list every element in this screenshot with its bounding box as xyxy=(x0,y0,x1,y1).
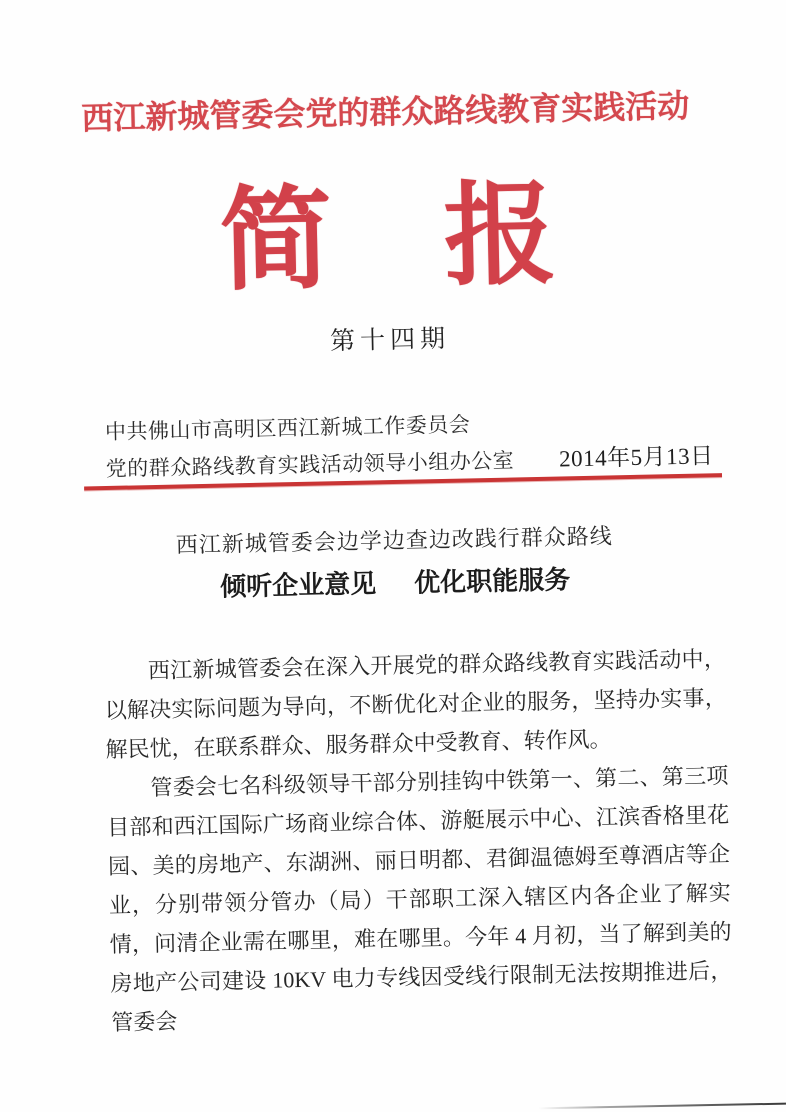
activity-masthead-title: 西江新城管委会党的群众路线教育实践活动 xyxy=(81,87,690,137)
publisher-block xyxy=(105,401,714,488)
article-kicker: 西江新城管委会边学边查边改践行群众路线 xyxy=(175,523,614,558)
article-headline xyxy=(2,558,786,610)
bulletin-title-char-1: 简 xyxy=(218,178,334,305)
bulletin-title-char-2: 报 xyxy=(442,173,558,300)
body-paragraph-2: 管委会七名科级领导干部分别挂钩中铁第一、第二、第三项目部和西江国际广场商业综合体、游艇展示中心、江滨香格里花园、美的房地产、东湖洲、丽日明都、君御温德姆至尊酒店等企业，分别带领分管办（局）干部职工深入辖区内各企业了解实情，问清企业需在哪里，难在哪里。今年 4 月初，当了解到美的房地产公司建设 10KV 电力专线因受线行限制无法按期推进后，管委会 xyxy=(106,763,733,1036)
body-paragraph-1: 西江新城管委会在深入开展党的群众路线教育实践活动中，以解决实际问题为导向，不断优化对企业的服务，坚持办实事，解民忧，在联系群众、服务群众中受教育、转作风。 xyxy=(104,646,727,763)
publish-date: 2014年5月13日 xyxy=(558,443,714,472)
article-headline-right: 优化职能服务 xyxy=(413,565,571,598)
publisher-line-2: 党的群众路线教育实践活动领导小组办公室 xyxy=(105,448,515,482)
issue-number: 第十四期 xyxy=(329,325,451,356)
article-body xyxy=(104,639,734,1042)
publisher-lines xyxy=(105,405,515,488)
bulletin-title xyxy=(0,172,782,306)
article-headline-left: 倾听企业意见 xyxy=(219,569,377,602)
publisher-line-1: 中共佛山市高明区西江新城工作委员会 xyxy=(104,412,471,445)
